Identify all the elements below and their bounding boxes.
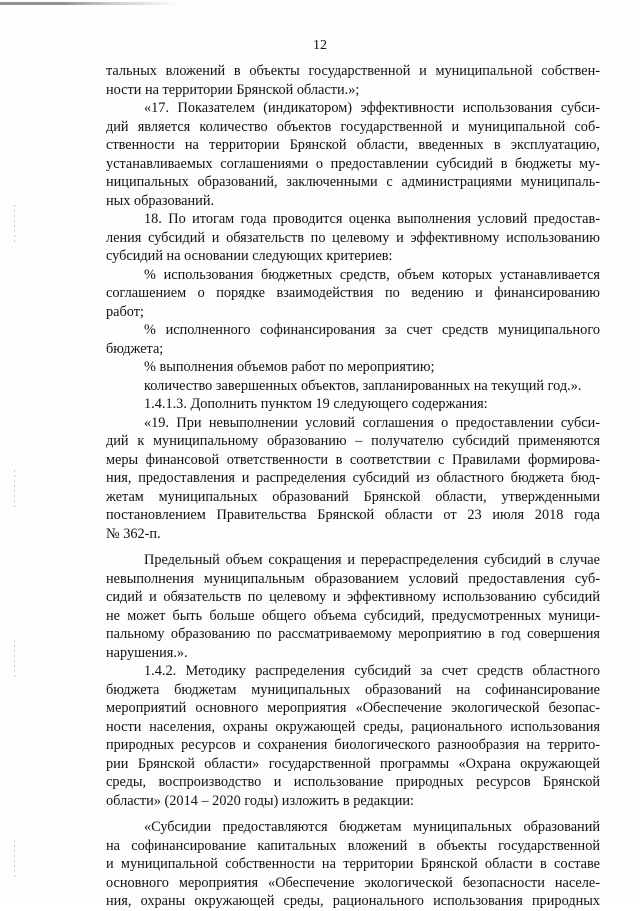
text-line: Предельный объем сокращения и перераспределения субсидий в случае <box>144 552 600 568</box>
text-line: меры финансовой ответственности в соответствии с Правилами формирова- <box>106 451 600 468</box>
text-line: рии Брянской области» государственной программы «Охрана окружающей <box>106 755 600 772</box>
text-line: ности на территории Брянской области.»; <box>106 81 360 98</box>
text-line: количество завершенных объектов, запланированных на текущий год.». <box>144 377 582 394</box>
text-line: дий к муниципальному образованию – получателю субсидий применяются <box>106 433 600 449</box>
text-line: % использования бюджетных средств, объем которых устанавливается <box>144 266 600 283</box>
text-line: «17. Показателем (индикатором) эффективности использования субси- <box>144 100 600 116</box>
text-line: ственности на территории Брянской области, введенных в эксплуатацию, <box>106 137 600 153</box>
text-line: ных образований. <box>106 192 215 209</box>
text-line: 1.4.2. Методику распределения субсидий за счет средств областного <box>144 663 600 679</box>
scan-artifact <box>0 2 180 5</box>
text-line: ния, охраны окружающей среды, рационального использования природных <box>106 893 600 909</box>
text-line: пальному образованию по рассматриваемому мероприятию в год совершения <box>106 626 600 642</box>
text-line: % исполненного софинансирования за счет средств муниципального <box>144 322 600 338</box>
text-line: ления субсидий и обязательств по целевому и эффективному использованию <box>106 229 600 246</box>
text-line: не может быть больше общего объема субсидий, предусмотренных муници- <box>106 607 600 624</box>
text-line: работ; <box>106 303 144 320</box>
text-line: тальных вложений в объекты государственной и муниципальной собствен- <box>106 63 600 79</box>
text-line: № 362-п. <box>106 525 161 542</box>
text-line: нарушения.». <box>106 644 188 661</box>
page-number: 12 <box>313 38 327 53</box>
document-body <box>106 62 600 911</box>
text-line: сидий и обязательств по целевому и эффективному использованию субсидий <box>106 589 600 605</box>
text-line: на софинансирование капитальных вложений в объекты государственной <box>106 837 600 854</box>
text-line: субсидий на основании следующих критериев: <box>106 248 393 264</box>
text-line: области» (2014 – 2020 годы) изложить в редакции: <box>106 792 415 809</box>
text-line: ности населения, охраны окружающей среды, рационального использования <box>106 718 600 735</box>
scan-margin-mark <box>14 470 15 510</box>
text-line: бюджета; <box>106 340 164 357</box>
text-line: природных ресурсов и сохранения биологического разнообразия на террито- <box>106 737 600 753</box>
text-line: и муниципальной собственности на территории Брянской области в составе <box>106 856 600 872</box>
text-line: дий является количество объектов государственной и муниципальной соб- <box>106 118 600 135</box>
text-line: 1.4.1.3. Дополнить пунктом 19 следующего содержания: <box>144 396 488 412</box>
text-line: бюджета бюджетам муниципальных образований на софинансирование <box>106 681 600 698</box>
text-line: мероприятий основного мероприятия «Обеспечение экологической безопас- <box>106 700 600 716</box>
text-line: среды, воспроизводство и использование природных ресурсов Брянской <box>106 774 600 790</box>
text-line: «19. При невыполнении условий соглашения о предоставлении субси- <box>144 414 600 431</box>
text-line: 18. По итогам года проводится оценка выполнения условий предостав- <box>144 211 600 227</box>
text-line: невыполнения муниципальным образованием условий предоставления суб- <box>106 570 600 587</box>
text-line: жетам муниципальных образований Брянской области, утвержденными <box>106 488 600 505</box>
scan-margin-mark <box>14 840 15 880</box>
text-line: «Субсидии предоставляются бюджетам муниципальных образований <box>144 819 600 835</box>
text-line: устанавливаемых соглашениями о предоставлении субсидий в бюджеты му- <box>106 155 600 172</box>
scan-margin-mark <box>14 640 15 680</box>
paragraph-gap <box>106 543 600 551</box>
text-line: ниципальных образований, заключенными с администрациями муниципаль- <box>106 174 600 190</box>
scan-margin-mark <box>14 205 15 245</box>
text-line: соглашением о порядке взаимодействия по ведению и финансированию <box>106 285 600 301</box>
text-line: постановлением Правительства Брянской области от 23 июля 2018 года <box>106 507 600 523</box>
text-line: % выполнения объемов работ по мероприятию; <box>144 359 435 375</box>
text-line: основного мероприятия «Обеспечение экологической безопасности населе- <box>106 874 600 891</box>
paragraph-gap <box>106 810 600 818</box>
text-line: ния, предоставления и распределения субсидий из областного бюджета бюд- <box>106 470 600 486</box>
